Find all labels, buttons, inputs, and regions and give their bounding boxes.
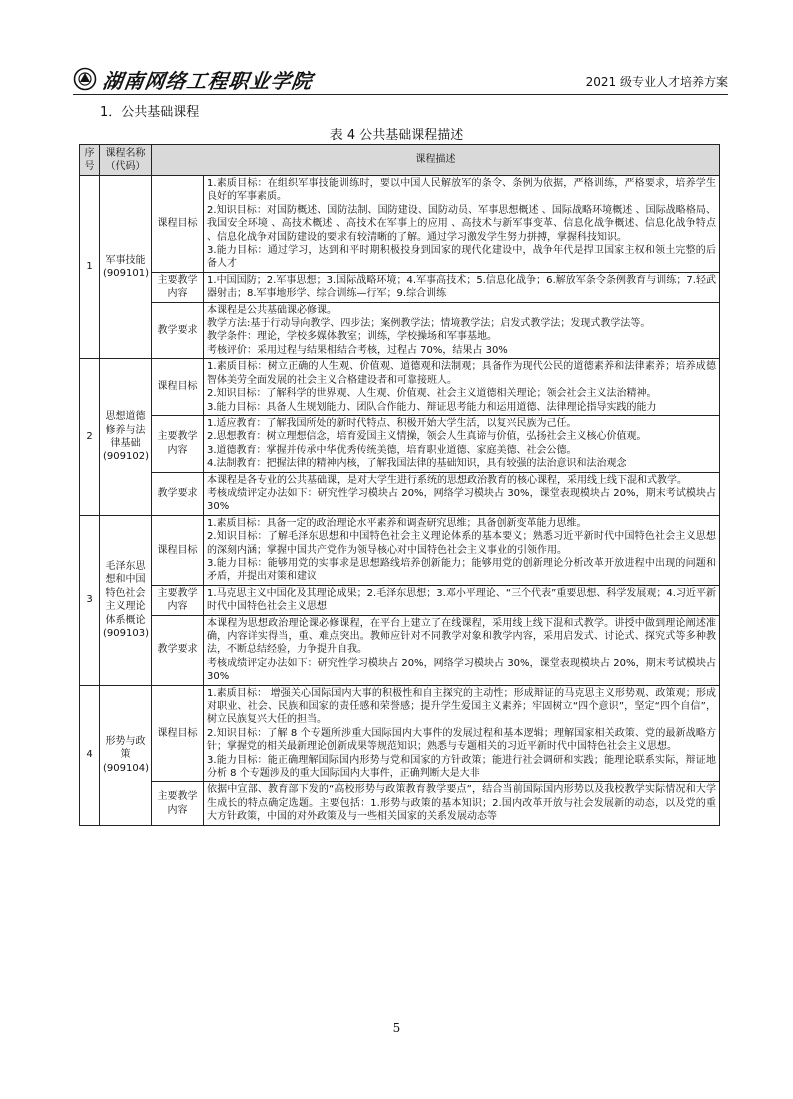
table-row	[80, 176, 720, 273]
desc-line: 2.知识目标：了解毛泽东思想和中国特色社会主义理论体系的基本要义；熟悉习近平新时代中国特色社会主义思想的深刻内涵；掌握中国共产党作为领导核心对中国特色社会主义事业的引领作用。	[207, 531, 716, 556]
row-type: 课程目标	[152, 685, 204, 782]
desc-line: 3.能力目标：能正确理解国际国内形势与党和国家的方针政策；能进行社会调研和实践；能理论联系实际，辩证地分析 8 个专题涉及的重大国际国内大事件，正确判断大是大非	[207, 754, 716, 780]
desc-line: 2.知识目标：了解科学的世界观、人生观、价值观、社会主义道德相关理论；领会社会主义法治精神。	[207, 388, 657, 400]
school-name-logo-text: 湖南网络工程职业学院	[101, 68, 315, 93]
header-index: 序号	[80, 145, 100, 176]
row-description	[204, 585, 720, 615]
desc-line: 3.能力目标：通过学习，达到和平时期积极投身到国家的现代化建设中，战争年代是捍卫国家主权和领土完整的后备人才	[207, 245, 716, 270]
desc-line: 1.适应教育：了解我国所处的新时代特点、积极开始大学生活，以复兴民族为己任。	[207, 417, 577, 429]
desc-line: 2.知识目标：对国防概述、国防法制、国防建设、国防动员、军事思想概述 、国际战略环境概述 、国际战略格局、我国安全环境 、高技术概述 、高技术在军事上的应用 、高技术与新军事变革、信息化战争概述、信息化战争特点 、信息化战争对国防建设的要求有较清晰的了解。通过学习激发学生努力拼搏，掌握科技知识。	[207, 204, 716, 243]
desc-line: 本课程是各专业的公共基础课，是对大学生进行系统的思想政治教育的核心课程，采用线上线下混和式教学。	[207, 474, 687, 486]
row-description	[204, 615, 720, 685]
desc-line: 3.能力目标：具备人生规划能力、团队合作能力、辩证思考能力和运用道德、法律理论指导实践的能力	[207, 401, 657, 413]
desc-line: 考核成绩评定办法如下：研究性学习模块占 20%，网络学习模块占 30%，课堂表现模块占 20%，期末考试模块占 30%	[207, 657, 716, 683]
row-description	[204, 782, 720, 825]
row-type: 课程目标	[152, 515, 204, 585]
desc-line: 依据中宣部、教育部下发的“高校形势与政策教育教学要点”，结合当前国际国内形势以及我校教学实际情况和大学生成长的特点确定选题。主要包括：1.形势与政策的基本知识；2.国内改革开放与社会发展新的动态，以及党的重大方针政策，中国的对外政策及与一些相关国家的关系发展动态等	[207, 784, 716, 823]
desc-line: 考核成绩评定办法如下：研究性学习模块占 20%，网络学习模块占 30%，课堂表现模块占 20%，期末考试模块占 30%	[207, 487, 716, 513]
row-type: 主要教学内容	[152, 585, 204, 615]
table-row	[80, 615, 720, 685]
row-type: 课程目标	[152, 359, 204, 416]
desc-line: 1.素质目标：在组织军事技能训练时，要以中国人民解放军的条令、条例为依据，严格训练，严格要求，培养学生良好的军事素质。	[207, 178, 716, 203]
desc-line: 3.能力目标：能够用党的实事求是思想路线培养创新能力；能够用党的创新理论分析改革开放进程中出现的问题和矛盾，并提出对策和建议	[207, 557, 716, 583]
course-name: 形势与政策(909104)	[100, 685, 152, 825]
course-index: 4	[80, 685, 100, 825]
school-emblem-icon	[73, 67, 97, 91]
table-row	[80, 685, 720, 782]
table-row	[80, 272, 720, 302]
header-course-description: 课程描述	[152, 145, 720, 176]
desc-line: 教学方法:基于行动导向教学、四步法；案例教学法；情境教学法；启发式教学法；发现式教学法等。	[207, 318, 651, 330]
desc-line: 4.法制教育：把握法律的精神内核，了解我国法律的基础知识，具有较强的法治意识和法治观念	[207, 458, 627, 470]
row-description	[204, 472, 720, 515]
row-type: 主要教学内容	[152, 272, 204, 302]
table-row	[80, 515, 720, 585]
table-caption: 表 4 公共基础课程描述	[329, 128, 464, 143]
header-course-name: 课程名称（代码）	[100, 145, 152, 176]
desc-line: 考核评价：采用过程与结果相结合考核，过程占 70%，结果占 30%	[207, 344, 508, 356]
row-type: 主要教学内容	[152, 415, 204, 472]
page-header	[73, 66, 728, 95]
table-row	[80, 302, 720, 359]
table-row	[80, 782, 720, 825]
table-row	[80, 585, 720, 615]
course-description-table	[79, 144, 720, 826]
desc-line: 本课程是公共基础课必修课。	[207, 304, 337, 316]
row-description	[204, 685, 720, 782]
course-index: 1	[80, 176, 100, 359]
desc-line: 1.素质目标：树立正确的人生观、价值观、道德观和法制观；具备作为现代公民的道德素养和法律素养；培养成德智体美劳全面发展的社会主义合格建设者和可靠接班人。	[207, 361, 716, 386]
section-title: 1．公共基础课程	[100, 105, 200, 120]
school-logo	[73, 66, 313, 92]
table-row	[80, 472, 720, 515]
desc-line: 本课程为思想政治理论课必修课程，在平台上建立了在线课程，采用线上线下混和式教学。讲授中做到理论阐述准确，内容详实得当，重、难点突出。教师应针对不同教学对象和教学内容，采用启发式、讨论式、探究式等多种教法，不断总结经验，力争提升自我。	[207, 617, 716, 656]
row-description	[204, 176, 720, 273]
table-row	[80, 359, 720, 416]
desc-line: 2.知识目标：了解 8 个专题所涉重大国际国内大事件的发展过程和基本逻辑；理解国家相关政策、党的最新战略方针；掌握党的相关最新理论创新成果等规范知识；熟悉与专题相关的习近平新时代中国特色社会主义思想。	[207, 727, 716, 753]
course-index: 3	[80, 515, 100, 685]
desc-line: 2.思想教育：树立理想信念，培育爱国主义情操，领会人生真谛与价值，弘扬社会主义核心价值观。	[207, 431, 647, 443]
desc-line: 1.素质目标：具备一定的政治理论水平素养和调查研究思维；具备创新变革能力思维。	[207, 517, 587, 529]
row-type: 课程目标	[152, 176, 204, 273]
page-number: 5	[392, 1021, 401, 1035]
row-description	[204, 272, 720, 302]
course-name: 毛泽东思想和中国特色社会主义理论体系概论(909103)	[100, 515, 152, 685]
course-name: 军事技能(909101)	[100, 176, 152, 359]
desc-line: 1.素质目标： 增强关心国际国内大事的积极性和自主探究的主动性；形成辩证的马克思主义形势观、政策观；形成对职业、社会、民族和国家的责任感和荣誉感；提升学生爱国主义素养；牢固树立“四个意识”，坚定“四个自信”，树立民族复兴大任的担当。	[207, 687, 716, 726]
table-row	[80, 415, 720, 472]
plan-title: 2021 级专业人才培养方案	[585, 75, 728, 89]
row-description	[204, 359, 720, 416]
row-type: 主要教学内容	[152, 782, 204, 825]
course-index: 2	[80, 359, 100, 515]
course-name: 思想道德修养与法律基础(909102)	[100, 359, 152, 515]
row-description	[204, 515, 720, 585]
row-description	[204, 415, 720, 472]
desc-line: 教学条件：理论，学校多媒体教室；训练，学校操场和军事基地。	[207, 331, 497, 343]
row-type: 教学要求	[152, 302, 204, 359]
desc-line: 1.马克思主义中国化及其理论成果；2.毛泽东思想；3.邓小平理论、“三个代表”重要思想、科学发展观；4.习近平新时代中国特色社会主义思想	[207, 587, 716, 613]
row-description	[204, 302, 720, 359]
desc-line: 1.中国国防；2.军事思想；3.国际战略环境；4.军事高技术；5.信息化战争；6.解放军条令条例教育与训练；7.轻武器射击；8.军事地形学、综合训练—行军；9.综合训练	[207, 274, 716, 300]
table-header-row	[80, 145, 720, 176]
row-type: 教学要求	[152, 615, 204, 685]
desc-line: 3.道德教育：掌握并传承中华优秀传统美德，培育职业道德、家庭美德、社会公德。	[207, 444, 577, 456]
row-type: 教学要求	[152, 472, 204, 515]
